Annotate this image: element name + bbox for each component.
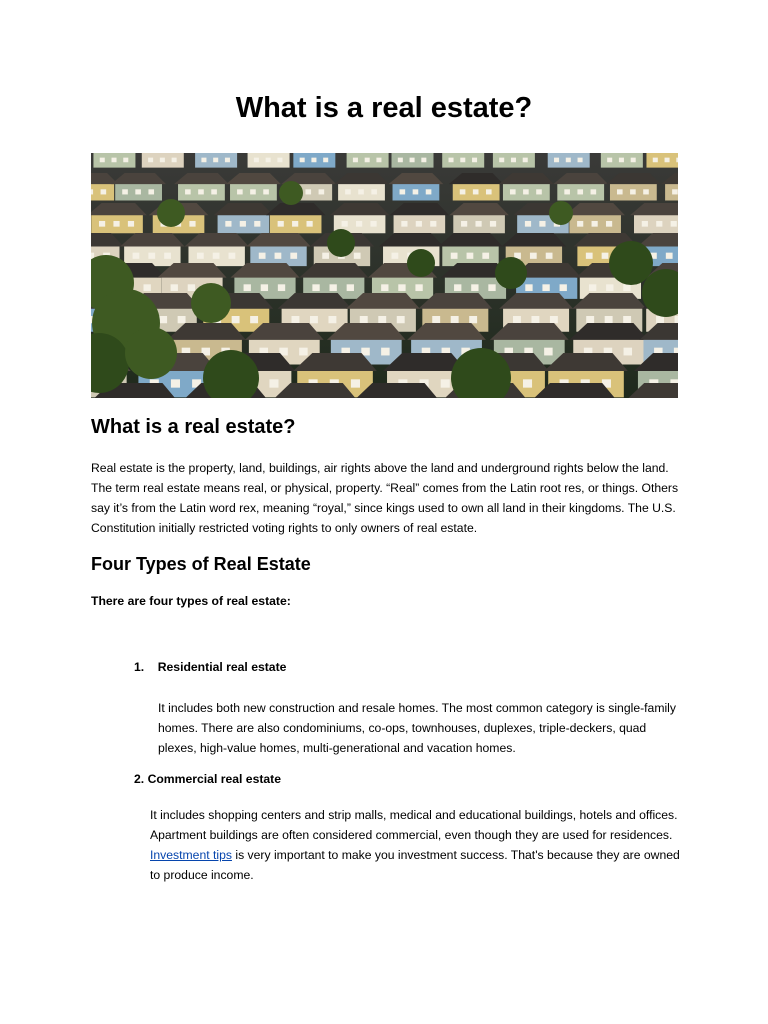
house-window xyxy=(398,158,403,163)
house-window xyxy=(148,189,154,194)
house-window xyxy=(400,189,406,194)
house-window xyxy=(630,189,636,194)
house-window xyxy=(100,158,105,163)
house-window xyxy=(486,189,492,194)
house-window xyxy=(513,316,521,323)
house-window xyxy=(451,316,459,323)
house-window xyxy=(623,316,631,323)
house-window xyxy=(311,158,316,163)
house-window xyxy=(122,189,128,194)
tree-canopy xyxy=(157,199,185,227)
tree-canopy xyxy=(549,201,573,225)
house-window xyxy=(490,221,496,227)
house-window xyxy=(185,189,191,194)
house-window xyxy=(148,253,155,259)
investment-tips-link[interactable]: Investment tips xyxy=(150,848,232,862)
house-window xyxy=(467,253,474,259)
house-window xyxy=(322,253,329,259)
house-window xyxy=(250,189,256,194)
house-window xyxy=(240,221,246,227)
house-window xyxy=(328,316,336,323)
house-window xyxy=(607,158,612,163)
house-window xyxy=(290,253,297,259)
house-window xyxy=(586,253,593,259)
house-window xyxy=(159,316,167,323)
house-window xyxy=(475,221,481,227)
house-window xyxy=(277,158,282,163)
house-window xyxy=(370,221,376,227)
list-item-2-body xyxy=(150,805,680,885)
hero-image xyxy=(91,153,678,398)
house-window xyxy=(266,158,271,163)
house-window xyxy=(623,284,630,291)
house-window xyxy=(188,284,195,291)
house-window xyxy=(319,189,325,194)
house-window xyxy=(642,221,648,227)
house-window xyxy=(482,253,489,259)
house-window xyxy=(530,253,537,259)
house-window xyxy=(358,189,364,194)
list-item-1-number: 1. xyxy=(134,660,145,674)
list-item-1-title xyxy=(134,660,286,674)
house-window xyxy=(675,316,678,323)
house-window xyxy=(353,158,358,163)
house-window xyxy=(365,158,370,163)
house-window xyxy=(254,158,259,163)
house-window xyxy=(606,284,613,291)
house-window xyxy=(499,158,504,163)
house-window xyxy=(441,379,450,387)
house-window xyxy=(656,221,662,227)
house-window xyxy=(460,189,466,194)
house-window xyxy=(278,284,285,291)
house-window xyxy=(624,348,632,356)
house-window xyxy=(449,158,454,163)
house-window xyxy=(426,189,432,194)
intro-paragraph: Real estate is the property, land, buildings, air rights above the land and underground rights below the land. The term real estate means real, or physical, property. “Real” comes from the Latin root res, or things. Others say it’s from the Latin word rex, meaning “royal,” since kings used to own all land in their kingdoms. The U.S. Constitution initially restricted voting rights to only owners of real estate. xyxy=(91,461,679,535)
tree-canopy xyxy=(495,257,527,289)
tree-canopy xyxy=(125,327,177,379)
house-window xyxy=(269,379,278,387)
house-window xyxy=(566,158,571,163)
house-window xyxy=(213,158,218,163)
house-window xyxy=(213,253,220,259)
house-window xyxy=(171,379,180,387)
house-window xyxy=(261,284,268,291)
house-window xyxy=(291,316,299,323)
house-window xyxy=(451,253,458,259)
house-window xyxy=(101,189,107,194)
house-window xyxy=(275,253,282,259)
house-window xyxy=(237,189,243,194)
house-window xyxy=(605,316,613,323)
house-window xyxy=(164,253,171,259)
house-window xyxy=(653,158,658,163)
house-window xyxy=(591,189,597,194)
house-window xyxy=(229,253,236,259)
house-window xyxy=(536,189,542,194)
list-item-2-number: 2. xyxy=(134,772,145,786)
house-window xyxy=(432,316,440,323)
house-window xyxy=(560,284,567,291)
house-window xyxy=(254,221,260,227)
house-window xyxy=(430,221,436,227)
house-window xyxy=(376,158,381,163)
house-window xyxy=(401,221,407,227)
house-window xyxy=(472,158,477,163)
house-window xyxy=(511,158,516,163)
house-window xyxy=(473,189,479,194)
house-window xyxy=(381,348,389,356)
house-window xyxy=(550,316,558,323)
house-window xyxy=(643,189,649,194)
house-window xyxy=(398,284,405,291)
house-window xyxy=(113,221,119,227)
house-window xyxy=(263,189,269,194)
list-item-2-body-end: is very important to make you investment success. That's because they are owned to produce income. xyxy=(150,848,680,882)
house-window xyxy=(225,158,230,163)
tree-canopy xyxy=(191,283,231,323)
house-window xyxy=(91,189,93,194)
house-window xyxy=(378,316,386,323)
house-window xyxy=(531,316,539,323)
house-window xyxy=(123,158,128,163)
house-window xyxy=(259,253,266,259)
section-heading-what-is: What is a real estate? xyxy=(91,416,296,438)
house-window xyxy=(381,284,388,291)
house-window xyxy=(523,379,532,387)
house-window xyxy=(330,284,337,291)
house-window xyxy=(171,284,178,291)
house-window xyxy=(578,158,583,163)
house-window xyxy=(525,284,532,291)
tree-canopy xyxy=(327,229,355,257)
house-window xyxy=(410,158,415,163)
house-window xyxy=(546,253,553,259)
house-window xyxy=(413,189,419,194)
house-window xyxy=(416,221,422,227)
house-window xyxy=(310,316,318,323)
house-window xyxy=(666,253,673,259)
house-window xyxy=(135,189,141,194)
types-intro: There are four types of real estate: xyxy=(91,594,291,608)
house-window xyxy=(292,221,298,227)
house-window xyxy=(160,158,165,163)
house-window xyxy=(128,221,134,227)
house-window xyxy=(510,189,516,194)
house-window xyxy=(300,158,305,163)
house-window xyxy=(415,284,422,291)
house-window xyxy=(544,348,552,356)
house-wall xyxy=(646,153,678,168)
tree-canopy xyxy=(609,241,653,285)
house-window xyxy=(525,221,531,227)
house-window xyxy=(198,189,204,194)
house-window xyxy=(619,158,624,163)
house-window xyxy=(250,316,258,323)
house-window xyxy=(656,316,664,323)
house-window xyxy=(542,284,549,291)
house-window xyxy=(523,189,529,194)
list-item-1-body: It includes both new construction and resale homes. The most common category is single-family homes. There are also condominiums, co-ops, townhouses, duplexes, triple-deckers, quad plexes, high-value homes, multi-generational and vacation homes. xyxy=(158,701,676,755)
house-window xyxy=(323,158,328,163)
house-window xyxy=(342,221,348,227)
house-window xyxy=(454,284,461,291)
list-item-2-body-start: It includes shopping centers and strip malls, medical and educational buildings, hotels and offices. Apartment buildings are often considered commercial, even though they are used for residences. xyxy=(150,808,678,842)
house-window xyxy=(99,221,105,227)
house-window xyxy=(554,158,559,163)
house-window xyxy=(564,189,570,194)
house-window xyxy=(592,221,598,227)
house-window xyxy=(354,253,361,259)
house-window xyxy=(577,221,583,227)
house-window xyxy=(356,221,362,227)
house-window xyxy=(172,158,177,163)
house-window xyxy=(606,221,612,227)
house-window xyxy=(201,158,206,163)
house-window xyxy=(345,189,351,194)
house-window xyxy=(617,189,623,194)
house-window xyxy=(278,221,284,227)
tree-canopy xyxy=(407,249,435,277)
house-window xyxy=(144,284,151,291)
house-window xyxy=(225,221,231,227)
house-window xyxy=(676,158,678,163)
house-window xyxy=(671,221,677,227)
house-window xyxy=(299,348,307,356)
house-window xyxy=(111,158,116,163)
house-window xyxy=(461,221,467,227)
section-heading-four-types: Four Types of Real Estate xyxy=(91,554,311,574)
house-window xyxy=(589,284,596,291)
house-window xyxy=(312,284,319,291)
house-window xyxy=(347,284,354,291)
house-window xyxy=(351,379,360,387)
house-window xyxy=(148,158,153,163)
house-window xyxy=(631,158,636,163)
house-window xyxy=(577,189,583,194)
house-window xyxy=(371,189,377,194)
house-window xyxy=(421,158,426,163)
house-window xyxy=(523,158,528,163)
house-window xyxy=(244,284,251,291)
house-window xyxy=(178,316,186,323)
house-window xyxy=(307,221,313,227)
house-window xyxy=(397,316,405,323)
house-window xyxy=(471,284,478,291)
list-item-2-title xyxy=(134,772,281,786)
house-window xyxy=(189,221,195,227)
house-window xyxy=(232,316,240,323)
house-window xyxy=(488,284,495,291)
house-window xyxy=(197,253,204,259)
tree-canopy xyxy=(279,181,303,205)
house-window xyxy=(665,158,670,163)
list-item-1-label: Residential real estate xyxy=(157,660,287,674)
house-window xyxy=(586,316,594,323)
list-item-2-label: Commercial real estate xyxy=(147,772,282,786)
house-window xyxy=(672,189,678,194)
house-window xyxy=(539,221,545,227)
house-window xyxy=(392,253,399,259)
house-window xyxy=(305,189,311,194)
house-window xyxy=(133,253,140,259)
house-window xyxy=(460,158,465,163)
house-window xyxy=(211,189,217,194)
house-window xyxy=(469,316,477,323)
house-window xyxy=(602,253,609,259)
page-title: What is a real estate? xyxy=(235,92,533,124)
house-window xyxy=(360,316,368,323)
